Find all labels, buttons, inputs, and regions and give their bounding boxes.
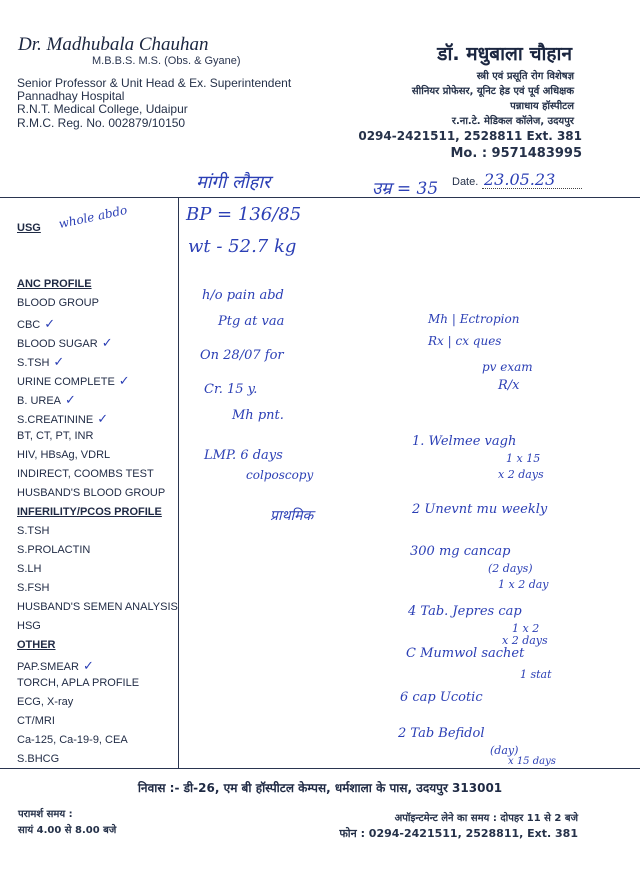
column-divider: [178, 198, 179, 768]
header-hindi-line-4: र.ना.टे. मेडिकल कॉलेज, उदयपुर: [451, 116, 574, 127]
check-mark-icon: ✓: [53, 354, 65, 369]
usg-note: whole abdo: [57, 202, 129, 232]
handwritten-history-line: Mh pnt.: [232, 408, 284, 423]
rx-line: x 15 days: [508, 756, 556, 767]
rx-line: 1. Welmee vagh: [412, 434, 517, 449]
doctor-name-hindi: डॉ. मधुबाला चौहान: [437, 43, 572, 65]
infertility-item: S.FSH: [17, 582, 50, 594]
rx-line: 2 Unevnt mu weekly: [412, 502, 548, 517]
anc-item: S.TSH ✓: [17, 354, 65, 369]
rx-line: 4 Tab. Jepres cap: [408, 604, 522, 619]
handwritten-history-line: Ptg at vaa: [218, 314, 285, 329]
infertility-profile-title: INFERILITY/PCOS PROFILE: [17, 506, 162, 518]
patient-age: उम्र = 35: [372, 179, 439, 199]
doctor-name-english: Dr. Madhubala Chauhan: [18, 34, 209, 55]
header-hindi-line-1: स्त्री एवं प्रसूति रोग विशेषज्ञ: [476, 71, 574, 82]
anc-profile-title: ANC PROFILE: [17, 278, 92, 290]
other-item: TORCH, APLA PROFILE: [17, 677, 140, 689]
anc-item: S.CREATININE ✓: [17, 411, 109, 426]
other-item: CT/MRI: [17, 715, 55, 727]
handwritten-history-line: On 28/07 for: [200, 348, 284, 363]
handwritten-diagnosis-line: Rx | cx ques: [428, 334, 502, 348]
handwritten-history-line: h/o pain abd: [202, 288, 284, 303]
handwritten-diagnosis-line: R/x: [498, 378, 520, 393]
footer-phone: फोन : 0294-2421511, 2528811, Ext. 381: [339, 827, 578, 840]
doctor-degrees: M.B.B.S. M.S. (Obs. & Gyane): [92, 55, 241, 67]
header-line-4: R.M.C. Reg. No. 002879/10150: [17, 116, 186, 130]
rx-line: 300 mg cancap: [410, 544, 511, 559]
infertility-item: S.TSH: [17, 525, 50, 537]
anc-item: INDIRECT, COOMBS TEST: [17, 468, 154, 480]
rx-line: 1 x 2 day: [498, 578, 549, 591]
rx-line: C Mumwol sachet: [406, 646, 525, 661]
footer-address: निवास :- डी-26, एम बी हॉस्पीटल केम्पस, धर्मशाला के पास, उदयपुर 313001: [137, 781, 503, 795]
handwritten-history-line: Cr. 15 y.: [204, 382, 258, 397]
infertility-item: S.PROLACTIN: [17, 544, 91, 556]
anc-item: BLOOD SUGAR ✓: [17, 335, 113, 350]
handwritten-bp: BP = 136/85: [186, 204, 302, 225]
infertility-item: S.LH: [17, 563, 42, 575]
header-mobile: Mo. : 9571483995: [450, 146, 582, 161]
check-mark-icon: ✓: [82, 658, 94, 673]
rx-line: (day): [490, 744, 519, 757]
other-item: S.BHCG: [17, 753, 60, 765]
footer-divider: [0, 768, 640, 769]
handwritten-history-line: colposcopy: [246, 468, 314, 482]
check-mark-icon: ✓: [101, 335, 113, 350]
handwritten-history-line: LMP. 6 days: [204, 448, 283, 463]
check-mark-icon: ✓: [44, 316, 56, 331]
anc-item: B. UREA ✓: [17, 392, 76, 407]
rx-line: 2 Tab Befidol: [398, 726, 485, 741]
infertility-item: HSG: [17, 620, 41, 632]
rx-line: 1 x 15: [506, 452, 541, 465]
infertility-item: HUSBAND'S SEMEN ANALYSIS: [17, 601, 178, 613]
other-item: PAP.SMEAR ✓: [17, 658, 94, 673]
other-title: OTHER: [17, 639, 56, 651]
header-line-1: Senior Professor & Unit Head & Ex. Superintendent: [17, 76, 292, 90]
handwritten-history-line: प्राथमिक: [270, 508, 314, 524]
anc-item: URINE COMPLETE ✓: [17, 373, 130, 388]
date-label: Date.: [452, 176, 479, 188]
handwritten-diagnosis-line: Mh | Ectropion: [428, 312, 520, 326]
consult-time-value: सायं 4.00 से 8.00 बजे: [18, 825, 117, 836]
header-hindi-line-3: पन्नाधाय हॉस्पीटल: [510, 101, 574, 112]
rx-line: 6 cap Ucotic: [400, 690, 483, 705]
anc-item: BLOOD GROUP: [17, 297, 99, 309]
header-hindi-line-2: सीनियर प्रोफेसर, यूनिट हेड एवं पूर्व अधिक्षक: [411, 86, 574, 97]
rx-line: (2 days): [488, 562, 533, 575]
other-item: ECG, X-ray: [17, 696, 74, 708]
header-divider: [0, 197, 640, 198]
header-line-3: R.N.T. Medical College, Udaipur: [17, 102, 188, 116]
check-mark-icon: ✓: [118, 373, 130, 388]
rx-line: x 2 days: [502, 634, 548, 647]
date-value: 23.05.23: [484, 170, 556, 189]
handwritten-diagnosis-line: pv exam: [482, 360, 533, 374]
usg-label: USG: [17, 222, 41, 234]
anc-item: HIV, HBsAg, VDRL: [17, 449, 111, 461]
rx-line: 1 stat: [520, 668, 552, 681]
handwritten-weight: wt - 52.7 kg: [188, 236, 297, 257]
header-phone: 0294-2421511, 2528811 Ext. 381: [358, 129, 582, 143]
other-item: Ca-125, Ca-19-9, CEA: [17, 734, 128, 746]
anc-item: BT, CT, PT, INR: [17, 430, 94, 442]
header-line-2: Pannadhay Hospital: [17, 89, 125, 103]
patient-name: मांगी लौहार: [196, 172, 271, 193]
rx-line: 1 x 2: [512, 622, 540, 635]
anc-item: CBC ✓: [17, 316, 56, 331]
consult-time-label: परामर्श समय :: [18, 809, 73, 820]
check-mark-icon: ✓: [65, 392, 76, 407]
rx-line: x 2 days: [498, 468, 544, 481]
check-mark-icon: ✓: [97, 411, 109, 426]
appointment-time: अपॉइन्टमेन्ट लेने का समय : दोपहर 11 से 2 बजे: [394, 813, 578, 824]
anc-item: HUSBAND'S BLOOD GROUP: [17, 487, 166, 499]
